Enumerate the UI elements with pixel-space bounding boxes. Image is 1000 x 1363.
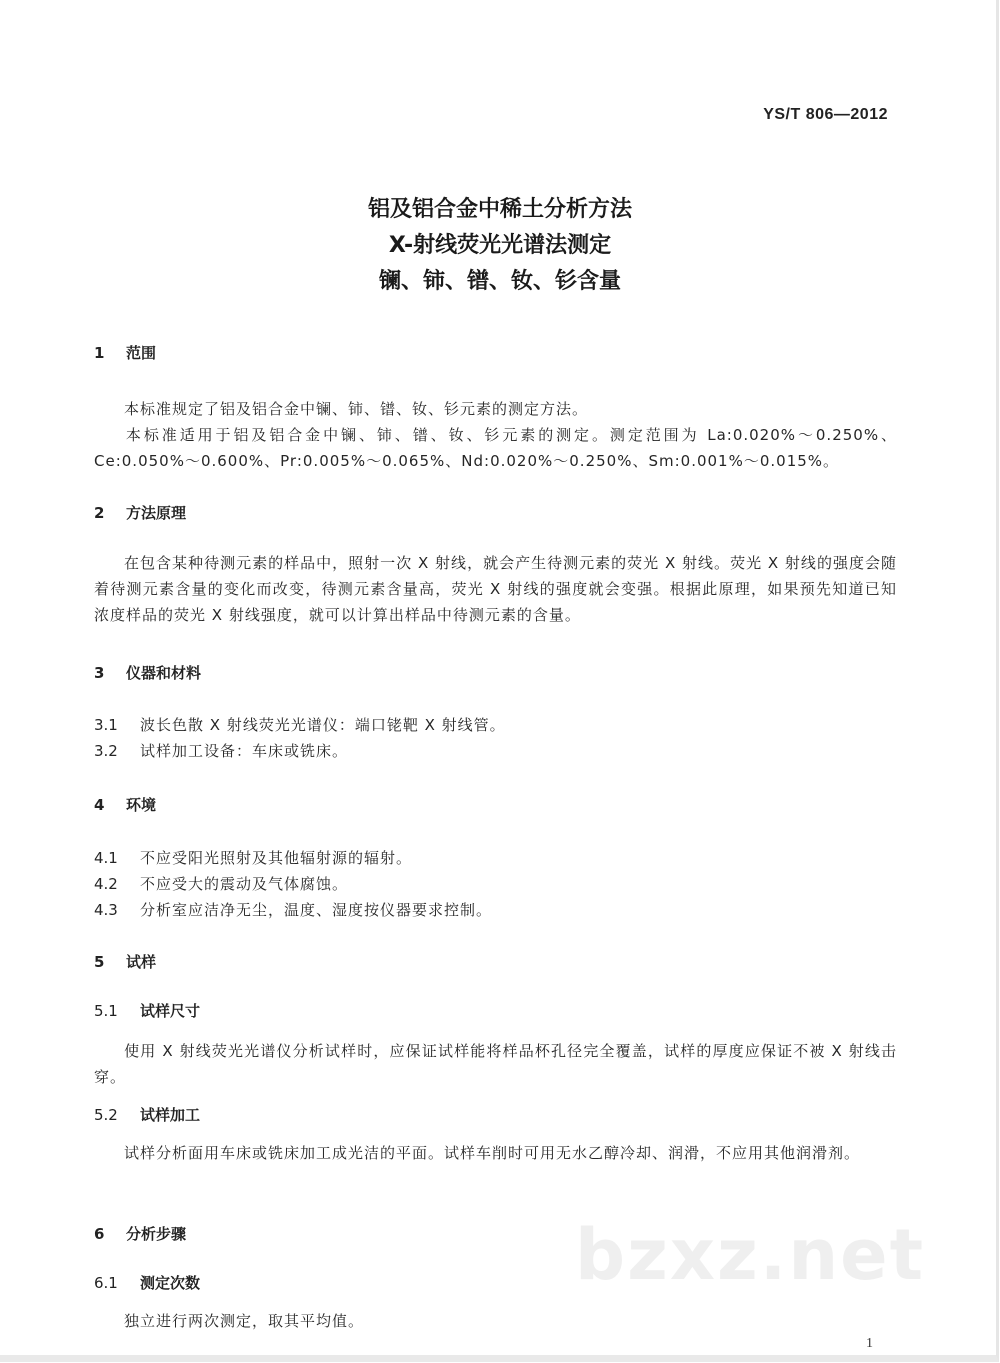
subsection-6-1-paragraph: 独立进行两次测定，取其平均值。 [124, 1312, 365, 1330]
section-number: 1 [94, 344, 105, 362]
section-number: 2 [94, 504, 105, 522]
title-line-2: X-射线荧光光谱法测定 [388, 233, 612, 258]
section-heading-3 [94, 662, 201, 683]
title-line-1: 铝及铝合金中稀土分析方法 [367, 197, 632, 222]
section-heading-1 [94, 342, 156, 363]
section-heading-2 [94, 502, 186, 523]
standard-code: YS/T 806—2012 [763, 106, 888, 123]
section-heading-5 [94, 951, 156, 972]
section-heading-6 [94, 1223, 186, 1244]
section-title: 范围 [126, 344, 157, 362]
list-item-4-2: 4.2 不应受大的震动及气体腐蚀。 [94, 875, 349, 893]
section-1-paragraph-2: 本标准适用于铝及铝合金中镧、铈、镨、钕、钐元素的测定。测定范围为 La:0.020%～0.250%、Ce:0.050%～0.600%、Pr:0.005%～0.065%、Nd:0.020%～0.250%、Sm:0.001%～0.015%。 [94, 426, 897, 470]
section-number: 5 [94, 953, 105, 971]
subsection-5-2-paragraph: 试样分析面用车床或铣床加工成光洁的平面。试样车削时可用无水乙醇冷却、润滑，不应用其他润滑剂。 [124, 1144, 861, 1162]
list-item-3-1: 3.1 波长色散 X 射线荧光光谱仪：端口铑靶 X 射线管。 [94, 716, 506, 734]
subsection-5-1-paragraph: 使用 X 射线荧光光谱仪分析试样时，应保证试样能将样品杯孔径完全覆盖，试样的厚度应保证不被 X 射线击穿。 [94, 1042, 897, 1086]
document-title [0, 192, 1000, 300]
section-title: 试样 [126, 953, 157, 971]
title-line-3: 镧、铈、镨、钕、钐含量 [378, 269, 621, 294]
watermark: bzxz.net [575, 1214, 926, 1296]
section-title: 仪器和材料 [126, 664, 202, 682]
section-number: 6 [94, 1225, 105, 1243]
subsection-heading-6-1: 6.1 测定次数 [94, 1274, 201, 1292]
section-title: 环境 [126, 796, 157, 814]
subsection-heading-5-1: 5.1 试样尺寸 [94, 1002, 201, 1020]
section-2-paragraph-1: 在包含某种待测元素的样品中，照射一次 X 射线，就会产生待测元素的荧光 X 射线。荧光 X 射线的强度会随着待测元素含量的变化而改变，待测元素含量高，荧光 X 射线的强度就会变强。根据此原理，如果预先知道已知浓度样品的荧光 X 射线强度，就可以计算出样品中待测元素的含量。 [94, 554, 897, 624]
section-1-paragraph-1: 本标准规定了铝及铝合金中镧、铈、镨、钕、钐元素的测定方法。 [124, 400, 589, 418]
section-heading-4 [94, 794, 156, 815]
section-title: 方法原理 [126, 504, 187, 522]
section-number: 4 [94, 796, 105, 814]
list-item-4-1: 4.1 不应受阳光照射及其他辐射源的辐射。 [94, 849, 413, 867]
subsection-heading-5-2: 5.2 试样加工 [94, 1106, 201, 1124]
section-number: 3 [94, 664, 105, 682]
list-item-4-3: 4.3 分析室应洁净无尘，温度、湿度按仪器要求控制。 [94, 901, 493, 919]
section-title: 分析步骤 [126, 1225, 187, 1243]
page-number: 1 [866, 1336, 873, 1351]
list-item-3-2: 3.2 试样加工设备：车床或铣床。 [94, 742, 349, 760]
